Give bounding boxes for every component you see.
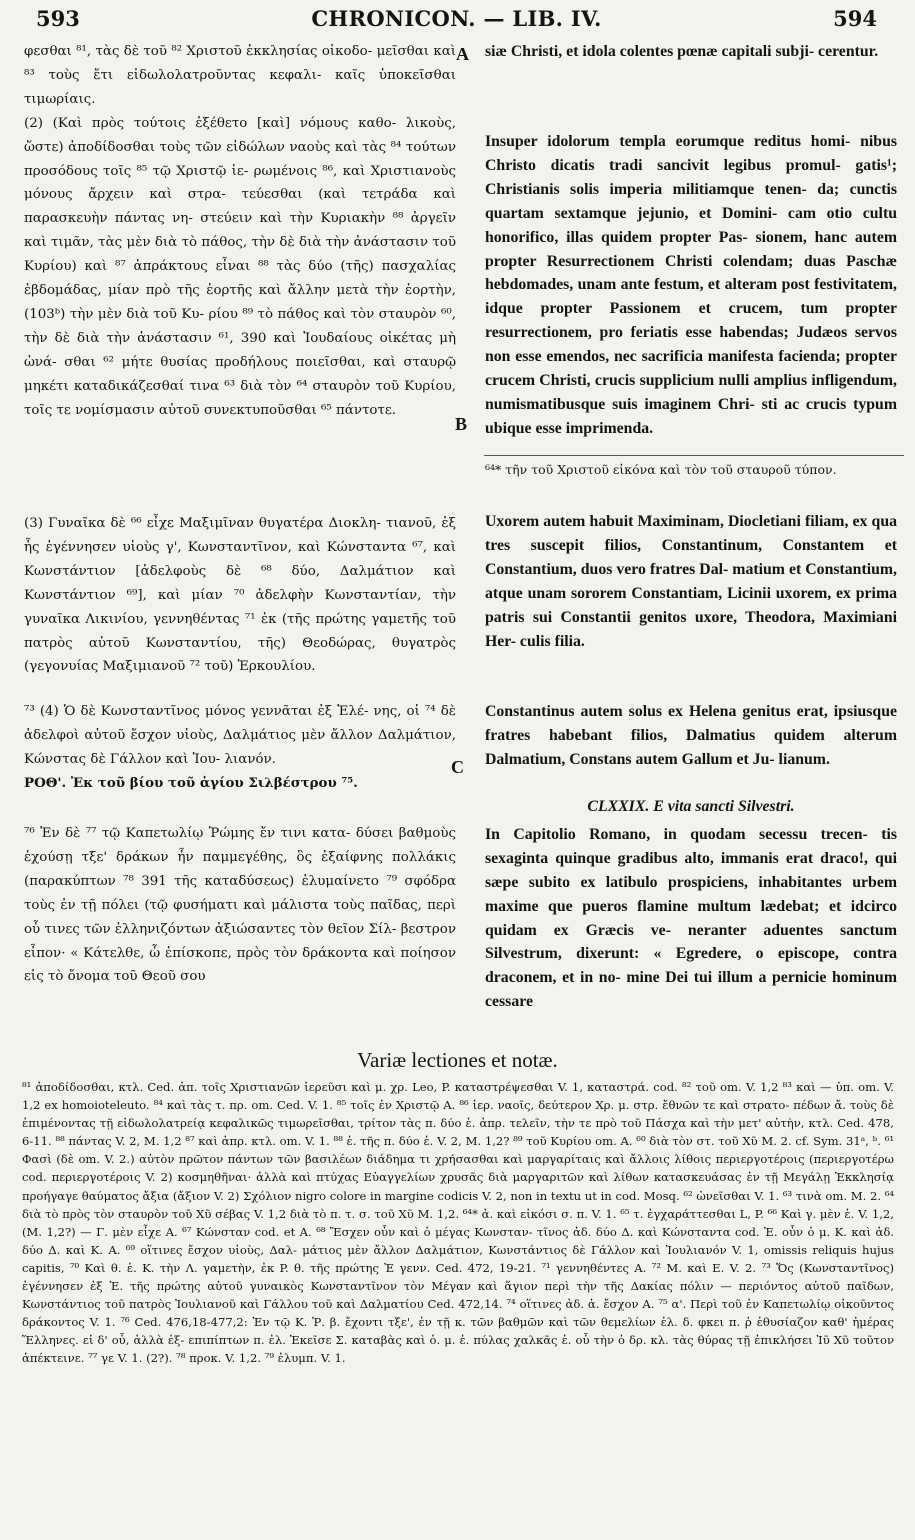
greek-paragraph-5: ⁷⁶ Ἐν δὲ ⁷⁷ τῷ Καπετωλίῳ Ῥώμης ἔν τινι κατα- δύσει βαθμοὺς ἐχούσῃ τξε' δράκων ἦν παμμεγέθης, ὃς ἐξαίφνης πολλάκις (παρακύπτων ⁷⁸ 391 τῆς καταδύσεως) ἐλυμαίνετο ⁷⁹ σφόδρα τοὺς ἐν τῇ πόλει (τῷ φυσήματι καὶ μάλιστα τοὺς παῖδας, περὶ οὗ τινες τῶν ἑλληνιζόντων ἀξιώσαντες τὸν θεῖον Σίλ- βεστρον εἶπον· « Κάτελθε, ὦ ἐπίσκοπε, πρὸς τὸν δράκοντα καὶ ποίησον εἰς τὸ ὄνομα τοῦ Θεοῦ σου <box>24 826 456 985</box>
page-number-left: 593 <box>36 6 80 31</box>
latin-column-5 <box>485 795 897 1014</box>
latin-footnote: ⁶⁴* τῆν τοῦ Χριστοῦ εἰκόνα καὶ τὸν τοῦ σταυροῦ τύπον. <box>485 462 837 477</box>
latin-section-heading: CLXXIX. E vita sancti Silvestri. <box>587 798 795 815</box>
page-number-right: 594 <box>833 6 877 31</box>
greek-paragraph-4: ⁷³ (4) Ὁ δὲ Κωνσταντῖνος μόνος γεννᾶται ἐξ Ἑλέ- νης, οἱ ⁷⁴ δὲ ἀδελφοὶ αὐτοῦ ἔσχον υἱοὺς, Δαλμάτιος μὲν ἄλλον Δαλμάτιον, Κώνστας δὲ Γάλλον καὶ Ἰου- λιανόν. <box>24 704 456 767</box>
notes-title: Variæ lectiones et notæ. <box>357 1048 558 1072</box>
greek-column-2 <box>24 512 456 679</box>
latin-column-2 <box>485 130 897 441</box>
latin-paragraph-4: Constantinus autem solus ex Helena genitus erat, ipsiusque fratres habebant filios, Dalmatius quidem alterum Dalmatium, Constans autem Gallum et Ju- lianum. <box>485 703 897 768</box>
greek-paragraph-2: (2) (Καὶ πρὸς τούτοις ἐξέθετο [καὶ] νόμους καθο- λικοὺς, ὥστε) ἀποδίδοσθαι τοὺς τῶν εἰδώλων ναοὺς καὶ τὰς ⁸⁴ τούτων προσόδους τοῖς ⁸⁵ τῷ Χριστῷ ἱε- ρωμένοις ⁸⁶, καὶ Χριστιανοὺς μόνους ἄρχειν καὶ στρα- τεύεσθαι (καὶ τετράδα καὶ παρασκευὴν πάντας νη- στεύειν καὶ τὴν Κυριακὴν ⁸⁸ ἀργεῖν καὶ τιμᾶν, τὰς μὲν διὰ τὸ πάθος, τὴν δὲ διὰ τὴν ἀνάστασιν τοῦ Κυρίου) καὶ ⁸⁷ ἀπράκτους εἶναι ⁸⁸ τὰς δύο (τῆς) πασχαλίας ἑβδομάδας, μίαν πρὸ τῆς ἑορτῆς καὶ ἄλλην μετὰ τὴν ἑορτὴν, (103ᵇ) τὴν μὲν διὰ τοῦ Κυ- ρίου ⁸⁹ τὸ πάθος καὶ τὸν σταυρὸν ⁶⁰, τὴν δὲ διὰ τὴν ἀνάστασιν ⁶¹, 390 καὶ Ἰουδαίους οἰκέτας μὴ ὠνά- σθαι ⁶² μήτε θυσίας προδήλους ποιεῖσθαι, καὶ σταυρῷ μηκέτι καταδικάζεσθαί τινα ⁶³ διὰ τὸν ⁶⁴ σταυρὸν τοῦ Κυρίου, τοῖς τε νομίσμασιν αὐτοῦ συνεκτυποῦσθαι ⁶⁵ πάντοτε. <box>24 115 456 418</box>
latin-paragraph-1: siæ Christi, et idola colentes pœnæ capitali subji- cerentur. <box>485 43 879 60</box>
marker-a: A <box>456 44 469 64</box>
latin-column-footnote <box>485 460 905 480</box>
greek-section-heading: ΡΟΘ'. Ἐκ τοῦ βίου τοῦ ἁγίου Σιλβέστρου ⁷⁵. <box>24 774 358 791</box>
latin-paragraph-2: Insuper idolorum templa eorumque reditus homi- nibus Christo dicatis tradi sancivit legibus promul- gatis¹; Christianis solis imperia militiamque tenen- da; cunctis quartam sextamque jejunio, et Domini- cam otio cultu honorifico, illas quidem propter Pas- sionem, hanc autem propter Resurrectionem Christi colendam; duas Paschæ hebdomades, unam ante festum, et alteram post festivitatem, idque propter Passionem et crucem, tum propter resurrectionem, pro feriatis esse habendas; Judæos servos non esse emendos, nec sacrificia manifesta facienda; propter crucem Christi, crucis supplicium nulli amplius infligendum, numismatibusque suis imaginem Chri- sti ac crucis typum ubique esse imprimenda. <box>485 133 897 437</box>
latin-paragraph-5: In Capitolio Romano, in quodam secessu trecen- tis sexaginta quinque gradibus alto, immanis erat draco!, qui sæpe subito ex latibulo prospiciens, inhabitantes urbem maxime que pueros flamine multum lædebat; et idcirco quidam ex Græcis ve- neranter aduentes sanctum Silvestrum, dixerunt: « Egredere, o episcope, contra draconem, et in no- mine Dei tui illum a pernicie hominum cessare <box>485 825 897 1011</box>
latin-column-4 <box>485 700 897 772</box>
greek-column-3 <box>24 700 456 796</box>
footnote-rule <box>484 455 904 456</box>
running-title: CHRONICON. — LIB. IV. <box>311 6 602 31</box>
latin-column <box>485 40 897 64</box>
greek-column <box>24 40 456 423</box>
marker-c: C <box>451 757 464 777</box>
notes-text: ⁸¹ ἀποδίδοσθαι, κτλ. Ced. ἀπ. τοῖς Χριστιανῶν ἱερεῦσι καὶ μ. χρ. Leo, P. καταστρέψεσθαι V. 1, καταστρά. cod. ⁸² τοῦ om. V. 1,2 ⁸³ καὶ — ὑπ. om. V. 1,2 ex homoioteleuto. ⁸⁴ καὶ τὰς τ. πρ. om. Ced. V. 1. ⁸⁵ τοῖς ἐν Χριστῷ A. ⁸⁶ ἱερ. ναοῖς, δεύτερον Χρ. μ. στρ. ἔθνῶν τε καὶ στρατο- πέδων ἄ. τοὺς δὲ ἐπιμένοντας τῇ εἰδωλολατρείᾳ κεφαλικῶς τιμωρεῖσθαι, τρίτον τὰς π. δύο ἑ. ἀπρ. τελεῖν, τὴν τε πρὸ τοῦ Πάσχα καὶ τὴν μετ' αὐτὴν, κτλ. Ced. 478, 6-11. ⁸⁸ πάντας V. 2, M. 1,2 ⁸⁷ καὶ ἀπρ. κτλ. om. V. 1. ⁸⁸ ἑ. τῆς π. δύο ἑ. V. 2, M. 1,2? ⁸⁹ τοῦ Κυρίου om. A. ⁶⁰ διὰ τὸν στ. τοῦ Χῦ M. 2. cf. Sym. 31ᵃ, ᵇ. ⁶¹ Φασὶ (δὲ om. V. 2.) αὐτὸν πρῶτον πάντων τῶν βασιλέων διάδημα τι χρήσασθαι καὶ μαργαρίταις καὶ ἄλλοις λίθοις περιεργοτέροις (περιεργοτέρω cod. περιεργοτέροις V. 2) κοσμηθῆναι· ἀλλὰ καὶ πτύχας Εὐαγγελίων χρυσᾶς διὰ μαργαριτῶν καὶ λίθων κατασκευάσας ἐν τῇ Μεγάλῃ Ἐκκλησίᾳ προήγαγε θαύματος ἄξια (ἄξιον V. 2) Σχόλιον nigro colore in margine codicis V. 2, non in textu ut in cod. Mosq. ⁶² ὠνεῖσθαι V. 1. ⁶³ τινὰ om. M. 2. ⁶⁴ διὰ τὸ πρὸς τὸν σταυρὸν τοῦ Χῦ σέβας V. 1,2 διὰ τὸ π. τ. σ. τοῦ Χῦ M. 1,2. ⁶⁴* ἀ. καὶ εἰκόσι σ. π. V. 1. ⁶⁵ τ. ἐγχαράττεσθαι L, P. ⁶⁶ Καὶ γ. μὲν ἑ. V. 1,2, (M. 1,2?) — Γ. μὲν εἶχε A. ⁶⁷ Κώνσταν cod. et A. ⁶⁸ Ἔσχεν οὖν καὶ ὁ μέγας Κωνσταν- τῖνος ἀδ. δύο Δ. καὶ Κώνσταντα cod. Ἐ. οὖν ὁ μ. Κ. καὶ ἀδ. δύο Δ. καὶ Κ. A. ⁶⁹ οἵτινες ἔσχον υἱοὺς, Δαλ- μάτιος μὲν ἄλλον Δαλμάτιον, Κωνστάντιος δὲ Γάλλον καὶ Ἰουλιανόν V. 1, omissis reliquis hujus capitis, ⁷⁰ Καὶ θ. ἑ. Κ. τὴν Λ. γαμετὴν, ἐκ P. θ. τῆς πρώτης Ἐ γενν. Ced. 472, 19-21. ⁷¹ γεννηθέντες A. ⁷² M. καὶ E. V. 2. ⁷³ Ὅς (Κωνσταντῖνος) ἐγέννησεν ἐξ Ἑ. τῆς πρώτης αὐτοῦ γυναικὸς Κωνσταντῖνον τὸν Μέγαν καὶ ἅγιον περὶ τὴν τῆς Δακίας πόλιν — περιόντος αὐτοῦ παῖδων, Κωνστάντιος τοῦ πατρὸς Ἰουλιανοῦ καὶ Γάλλου τοῦ καὶ Δαλματίου Ced. 472,14. ⁷⁴ οἵτινες ἀδ. ἀ. ἔσχον A. ⁷⁵ α'. Περὶ τοῦ ἐν Καπετωλίῳ οἰκοῦντος δράκοντος V. 1. ⁷⁶ Ced. 476,18-477,2: Ἐν τῷ Κ. Ῥ. β. ἔχοντι τξε', ἐν τῇ κ. τῶν βαθμῶν καὶ τῶν θεμελίων ἐλ. δ. φκει π. ῥ ἐθυσίαζον καθ' ἡμέρας Ἕλληνες. εἰ δ' οὖ, ἀλλὰ ἐξ- επιπίπτων π. ἐλ. Ἐκεῖσε Σ. καταβὰς καὶ ὁ. μ. ἑ. πύλας χαλκᾶς ἑ. οὗ τὴν ὁ δρ. κλ. τὰς θύρας τῇ ἐπικλήσει Ἰῦ Χῦ τοῦτον ἀπέκτεινε. ⁷⁷ γε V. 1. (2?). ⁷⁸ προκ. V. 1,2. ⁷⁹ ἐλυμπ. V. 1. <box>22 1080 894 1366</box>
greek-column-4 <box>24 822 456 989</box>
notes-body <box>22 1078 894 1368</box>
greek-paragraph-3: (3) Γυναῖκα δὲ ⁶⁶ εἶχε Μαξιμῖναν θυγατέρα Διοκλη- τιανοῦ, ἐξ ἧς ἐγέννησεν υἱοὺς γ', Κωνσταντῖνον, καὶ Κώνσταντα ⁶⁷, καὶ Κωνστάντιον [ἀδελφοὺς δὲ ⁶⁸ δύο, Δαλμάτιον καὶ Κωνστάντιον ⁶⁹], καὶ μίαν ⁷⁰ ἀδελφὴν Κωνσταντίαν, τὴν γυναῖκα Λικινίου, γεννηθέντας ⁷¹ ἐκ (τῆς πρώτης γαμετῆς τοῦ πατρὸς αὐτοῦ Κωνσταντίου, τῆς) Θεοδώρας, θυγατρὸς (γεγονυίας Μαξιμιανοῦ ⁷² τοῦ) Ἑρκουλίου. <box>24 516 456 675</box>
latin-column-3 <box>485 510 897 653</box>
marker-b: B <box>455 414 468 434</box>
greek-paragraph-1: φεσθαι ⁸¹, τὰς δὲ τοῦ ⁸² Χριστοῦ ἐκκλησίας οἰκοδο- μεῖσθαι καὶ ⁸³ τοὺς ἔτι εἰδωλολατροῦντας κεφαλι- καῖς ὑποκεῖσθαι τιμωρίαις. <box>24 44 456 107</box>
latin-paragraph-3: Uxorem autem habuit Maximinam, Diocletiani filiam, ex qua tres suscepit filios, Constantinum, Constantem et Constantium, duos vero fratres Dal- matium et Constantium, atque unam sororem Constantiam, Licinii uxorem, ex prima patris sui Constantii genitos uxore, Theodora, Maximiani Her- culis filia. <box>485 513 897 650</box>
